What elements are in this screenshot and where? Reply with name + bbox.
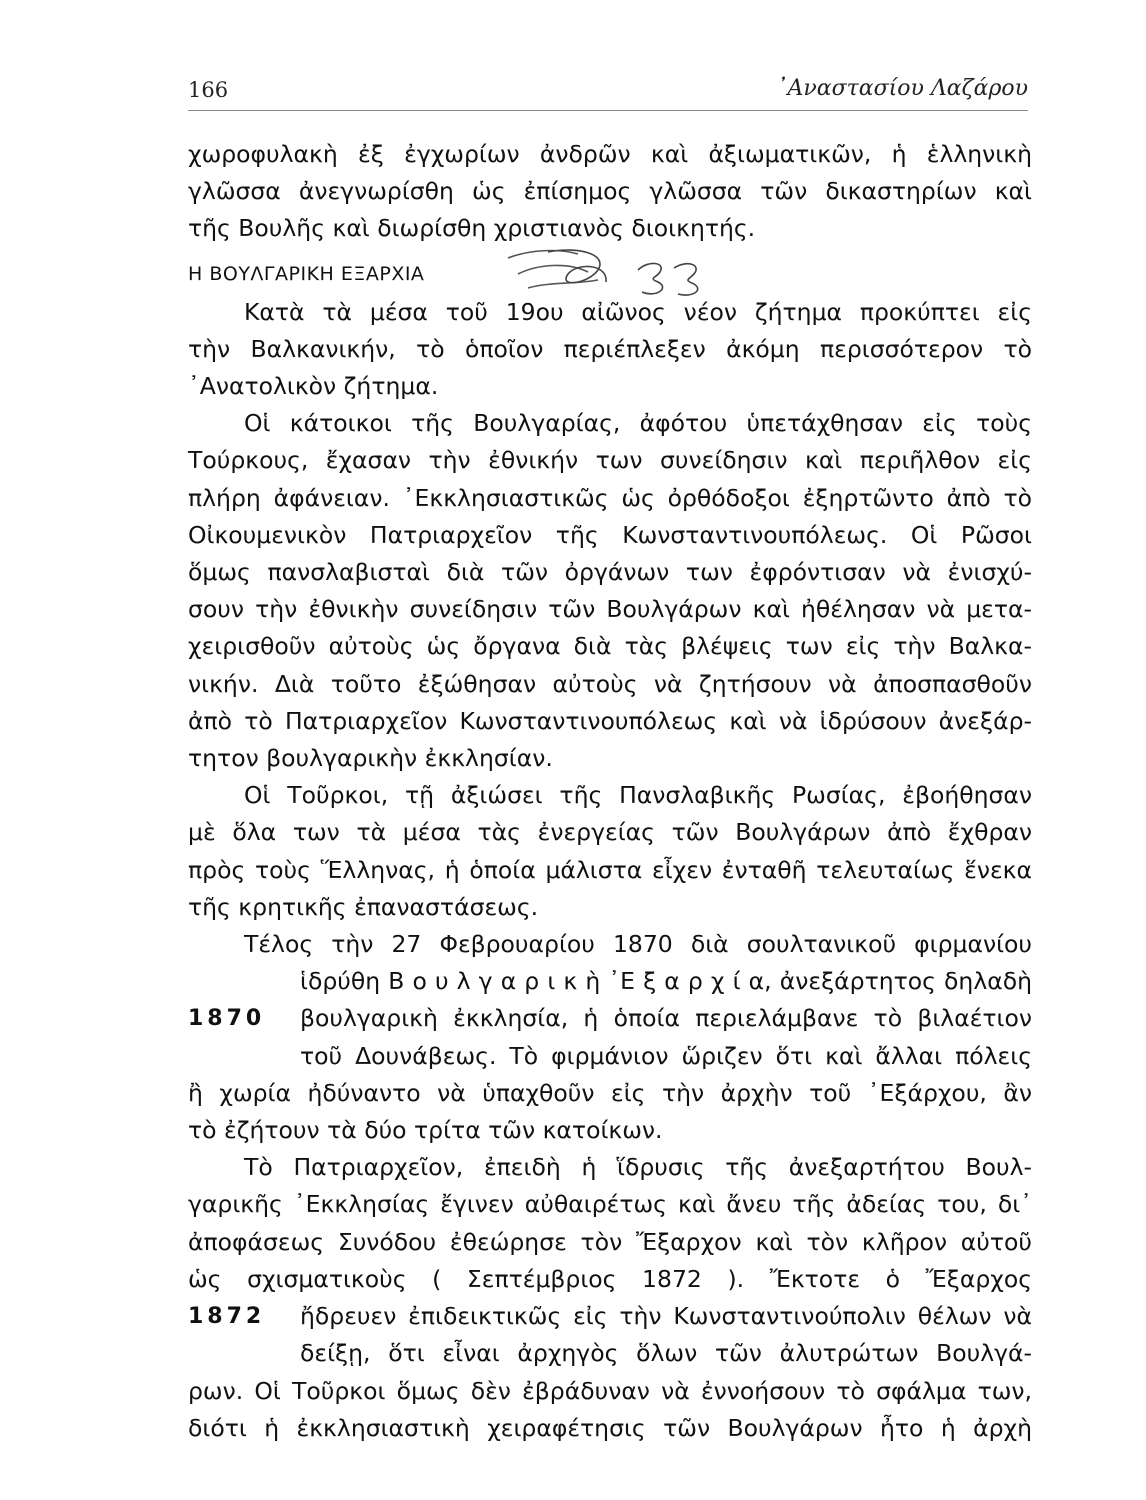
text-line: σουν τὴν ἐθνικὴν συνείδησιν τῶν Βουλγάρων καὶ ἠθέλησαν νὰ μετα-: [188, 595, 1032, 624]
text-line: διότι ἡ ἐκκλησιαστικὴ χειραφέτησις τῶν Βουλγάρων ἦτο ἡ ἀρχὴ: [188, 1413, 1032, 1442]
text-line: Τέλος τὴν 27 Φεβρουαρίου 1870 διὰ σουλτανικοῦ φιρμανίου: [244, 930, 1032, 959]
section-heading: [188, 254, 1032, 294]
text-line: τὴν Βαλκανικήν, τὸ ὁποῖον περιέπλεξεν ἀκόμη περισσότερον τὸ: [188, 334, 1032, 363]
text-line: μὲ ὅλα των τὰ μέσα τὰς ἐνεργείας τῶν Βουλγάρων ἀπὸ ἔχθραν: [188, 818, 1032, 847]
paragraph-6: [188, 1149, 1032, 1447]
margin-year: 1870: [188, 1006, 266, 1032]
text-line: Οἰκουμενικὸν Πατριαρχεῖον τῆς Κωνσταντινουπόλεως. Οἱ Ρῶσοι: [188, 520, 1032, 549]
paragraph-2: [188, 294, 1032, 406]
text-line: ᾿Ανατολικὸν ζήτημα.: [188, 372, 439, 401]
text-line: ἀπὸ τὸ Πατριαρχεῖον Κωνσταντινουπόλεως καὶ νὰ ἱδρύσουν ἀνεξάρ-: [188, 706, 1032, 735]
paragraph-1: [188, 136, 1032, 248]
text-line: πλήρη ἀφάνειαν. ᾿Εκκλησιαστικῶς ὡς ὀρθόδοξοι ἐξηρτῶντο ἀπὸ τὸ: [188, 483, 1032, 512]
text-line: ἤδρευεν ἐπιδεικτικῶς εἰς τὴν Κωνσταντινούπολιν θέλων νὰ: [300, 1302, 1032, 1331]
body-text: [188, 136, 1032, 1447]
handwritten-annotation: [488, 244, 728, 300]
paragraph-4: [188, 777, 1032, 926]
text-line: τῆς κρητικῆς ἐπαναστάσεως.: [188, 892, 539, 921]
text-line: ἱδρύθη Β ο υ λ γ α ρ ι κ ὴ ᾿Ε ξ α ρ χ ί α, ἀνεξάρτητος δηλαδὴ: [300, 967, 1032, 996]
text-line: ἢ χωρία ἠδύναντο νὰ ὑπαχθοῦν εἰς τὴν ἀρχὴν τοῦ ᾿Εξάρχου, ἂν: [188, 1078, 1032, 1107]
margin-note-block: [188, 963, 1032, 1075]
text-line: τητον βουλγαρικὴν ἐκκλησίαν.: [188, 744, 553, 773]
text-line: ρων. Οἱ Τοῦρκοι ὅμως δὲν ἐβράδυναν νὰ ἐννοήσουν τὸ σφάλμα των,: [188, 1376, 1032, 1405]
text-line: ὡς σχισματικοὺς ( Σεπτέμβριος 1872 ). Ἔκτοτε ὁ Ἔξαρχος: [188, 1264, 1032, 1293]
paragraph-5: [188, 926, 1032, 1149]
section-heading-text: Η ΒΟΥΛΓΑΡΙΚΗ ΕΞΑΡΧΙΑ: [188, 262, 425, 285]
text-line: νικήν. Διὰ τοῦτο ἐξώθησαν αὐτοὺς νὰ ζητήσουν νὰ ἀποσπασθοῦν: [188, 669, 1032, 698]
margin-note-block: [188, 1298, 1032, 1335]
text-line: γαρικῆς ᾿Εκκλησίας ἔγινεν αὐθαιρέτως καὶ ἄνευ τῆς ἀδείας του, δι᾿: [188, 1190, 1032, 1219]
text-line: Οἱ Τοῦρκοι, τῇ ἀξιώσει τῆς Πανσλαβικῆς Ρωσίας, ἐβοήθησαν: [244, 781, 1032, 810]
text-line: γλῶσσα ἀνεγνωρίσθη ὡς ἐπίσημος γλῶσσα τῶν δικαστηρίων καὶ: [188, 177, 1032, 206]
text-line: πρὸς τοὺς Ἕλληνας, ἡ ὁποία μάλιστα εἶχεν ἐνταθῆ τελευταίως ἕνεκα: [188, 855, 1032, 884]
paragraph-3: [188, 405, 1032, 777]
text-line: ὅμως πανσλαβισταὶ διὰ τῶν ὀργάνων των ἐφρόντισαν νὰ ἐνισχύ-: [188, 558, 1032, 587]
text-line: βουλγαρικὴ ἐκκλησία, ἡ ὁποία περιελάμβανε τὸ βιλαέτιον: [300, 1004, 1032, 1033]
margin-year: 1872: [188, 1304, 266, 1330]
text-line: τοῦ Δουνάβεως. Τὸ φιρμάνιον ὥριζεν ὅτι καὶ ἄλλαι πόλεις: [300, 1041, 1032, 1070]
text-line: ἀποφάσεως Συνόδου ἐθεώρησε τὸν Ἔξαρχον καὶ τὸν κλῆρον αὐτοῦ: [188, 1227, 1032, 1256]
text-line: χειρισθοῦν αὐτοὺς ὡς ὄργανα διὰ τὰς βλέψεις των εἰς τὴν Βαλκα-: [188, 632, 1032, 661]
text-line: δείξῃ, ὅτι εἶναι ἀρχηγὸς ὅλων τῶν ἀλυτρώτων Βουλγά-: [300, 1339, 1032, 1368]
text-line: τῆς Βουλῆς καὶ διωρίσθη χριστιανὸς διοικητής.: [188, 214, 756, 243]
page-number: 166: [188, 78, 229, 102]
text-line: Τούρκους, ἔχασαν τὴν ἐθνικήν των συνείδησιν καὶ περιῆλθον εἰς: [188, 446, 1032, 475]
text-line: τὸ ἐζήτουν τὰ δύο τρίτα τῶν κατοίκων.: [188, 1116, 663, 1145]
text-line: Τὸ Πατριαρχεῖον, ἐπειδὴ ἡ ἵδρυσις τῆς ἀνεξαρτήτου Βουλ-: [244, 1153, 1032, 1182]
text-line: Οἱ κάτοικοι τῆς Βουλγαρίας, ἀφότου ὑπετάχθησαν εἰς τοὺς: [244, 409, 1032, 438]
text-line: χωροφυλακὴ ἐξ ἐγχωρίων ἀνδρῶν καὶ ἀξιωματικῶν, ἡ ἑλληνικὴ: [188, 140, 1032, 168]
text-line: Κατὰ τὰ μέσα τοῦ 19ου αἰῶνος νέον ζήτημα προκύπτει εἰς: [244, 297, 1032, 326]
running-head: [188, 74, 1028, 111]
running-head-title: ᾿Αναστασίου Λαζάρου: [776, 76, 1028, 101]
